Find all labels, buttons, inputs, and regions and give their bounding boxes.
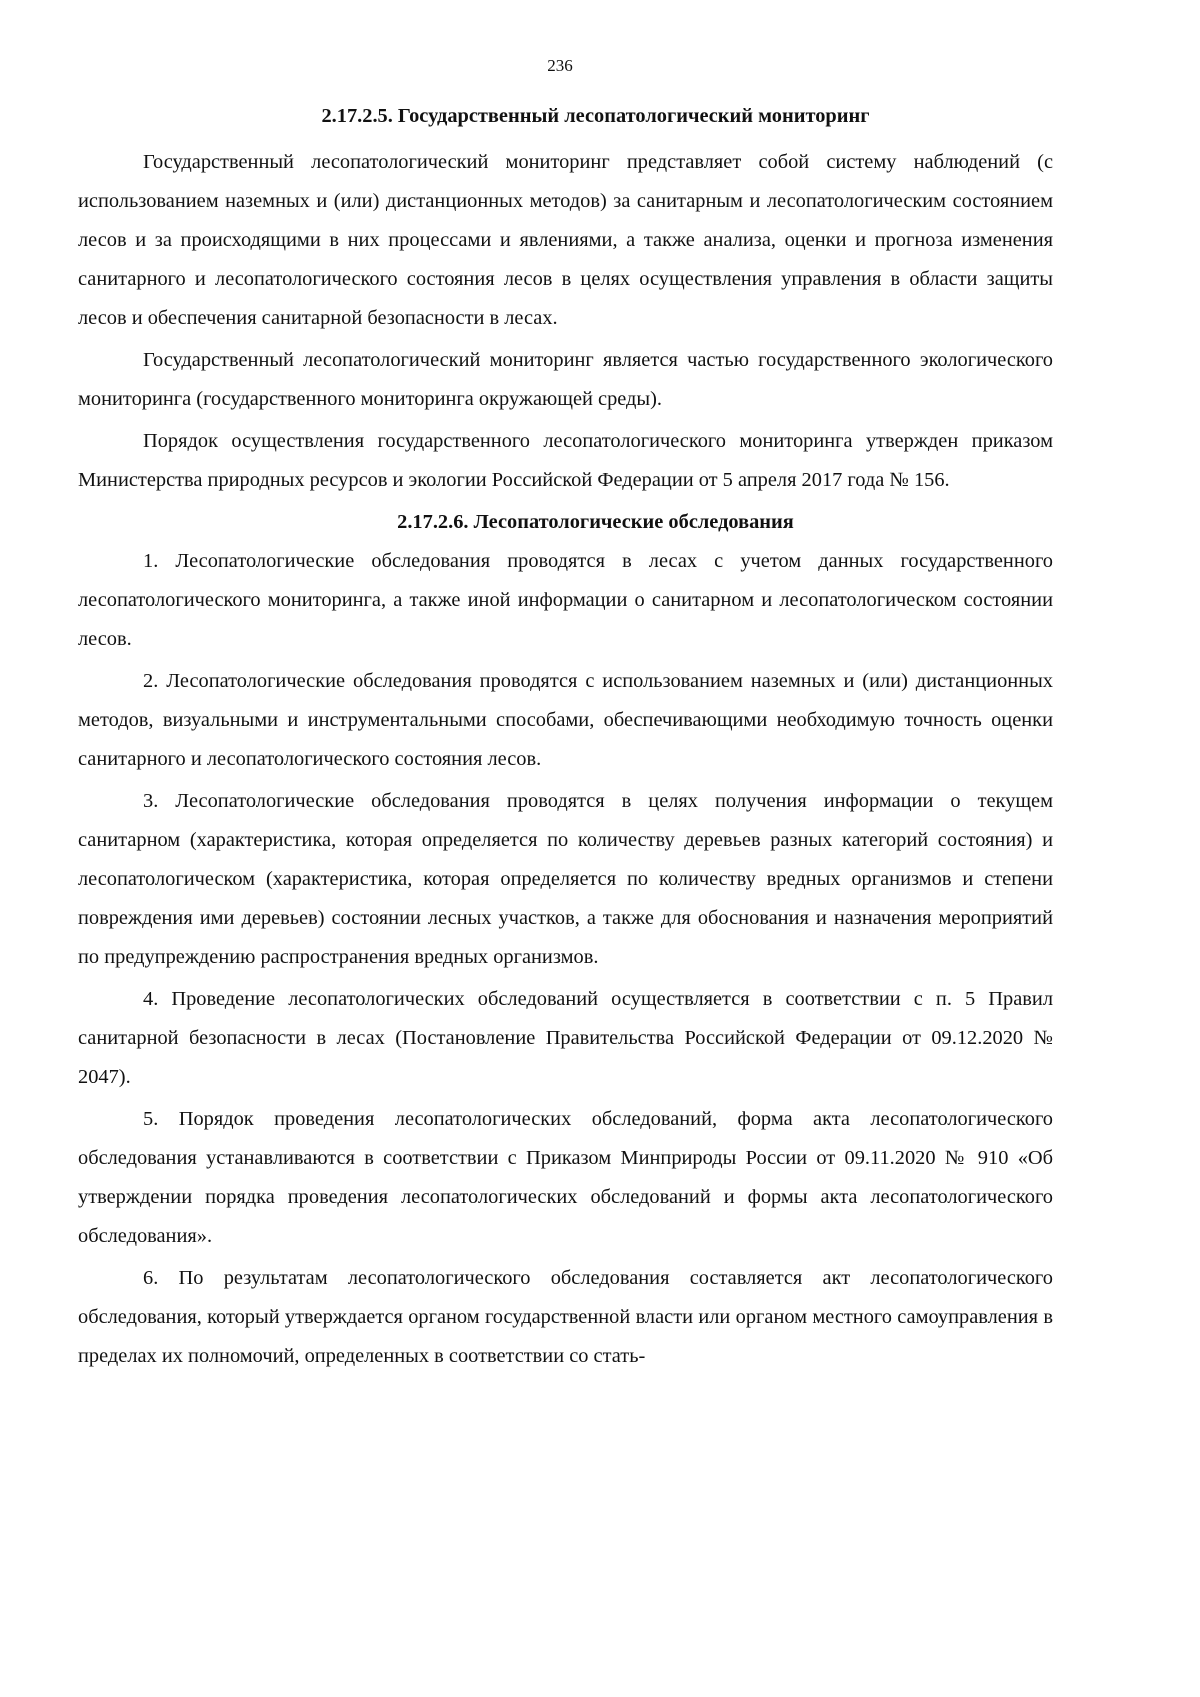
numbered-paragraph-3: 3. Лесопатологические обследования проводятся в целях получения информации о текущем санитарном (характеристика, которая определяется по количеству деревьев разных категорий состояния) и лесопатологическом (характеристика, которая определяется по количеству вредных организмов и степени повреждения ими деревьев) состоянии лесных участков, а также для обоснования и назначения мероприятий по предупреждению распространения вредных организмов. xyxy=(78,790,1053,968)
paragraph: Государственный лесопатологический мониторинг является частью государственного экологического мониторинга (государственного мониторинга окружающей среды). xyxy=(78,349,1053,410)
numbered-paragraph-4: 4. Проведение лесопатологических обследований осуществляется в соответствии с п. 5 Правил санитарной безопасности в лесах (Постановление Правительства Российской Федерации от 09.12.2020 № 2047). xyxy=(78,988,1053,1088)
section-heading-2-17-2-5: 2.17.2.5. Государственный лесопатологический мониторинг xyxy=(321,105,870,127)
page-content xyxy=(78,97,1053,1379)
page-number: 236 xyxy=(547,56,573,75)
paragraph: Порядок осуществления государственного лесопатологического мониторинга утвержден приказом Министерства природных ресурсов и экологии Российской Федерации от 5 апреля 2017 года № 156. xyxy=(78,430,1053,491)
numbered-paragraph-5: 5. Порядок проведения лесопатологических обследований, форма акта лесопатологического обследования устанавливаются в соответствии с Приказом Минприроды России от 09.11.2020 № 910 «Об утверждении порядка проведения лесопатологических обследований и формы акта лесопатологического обследования». xyxy=(78,1108,1053,1247)
section-heading-2-17-2-6: 2.17.2.6. Лесопатологические обследования xyxy=(397,511,794,533)
numbered-paragraph-1: 1. Лесопатологические обследования проводятся в лесах с учетом данных государственного лесопатологического мониторинга, а также иной информации о санитарном и лесопатологическом состоянии лесов. xyxy=(78,550,1053,650)
numbered-paragraph-6: 6. По результатам лесопатологического обследования составляется акт лесопатологического обследования, который утверждается органом государственной власти или органом местного самоуправления в пределах их полномочий, определенных в соответствии со стать- xyxy=(78,1267,1053,1367)
paragraph: Государственный лесопатологический мониторинг представляет собой систему наблюдений (с использованием наземных и (или) дистанционных методов) за санитарным и лесопатологическим состоянием лесов и за происходящими в них процессами и явлениями, а также анализа, оценки и прогноза изменения санитарного и лесопатологического состояния лесов в целях осуществления управления в области защиты лесов и обеспечения санитарной безопасности в лесах. xyxy=(78,151,1053,329)
numbered-paragraph-2: 2. Лесопатологические обследования проводятся с использованием наземных и (или) дистанционных методов, визуальными и инструментальными способами, обеспечивающими необходимую точность оценки санитарного и лесопатологического состояния лесов. xyxy=(78,670,1053,770)
